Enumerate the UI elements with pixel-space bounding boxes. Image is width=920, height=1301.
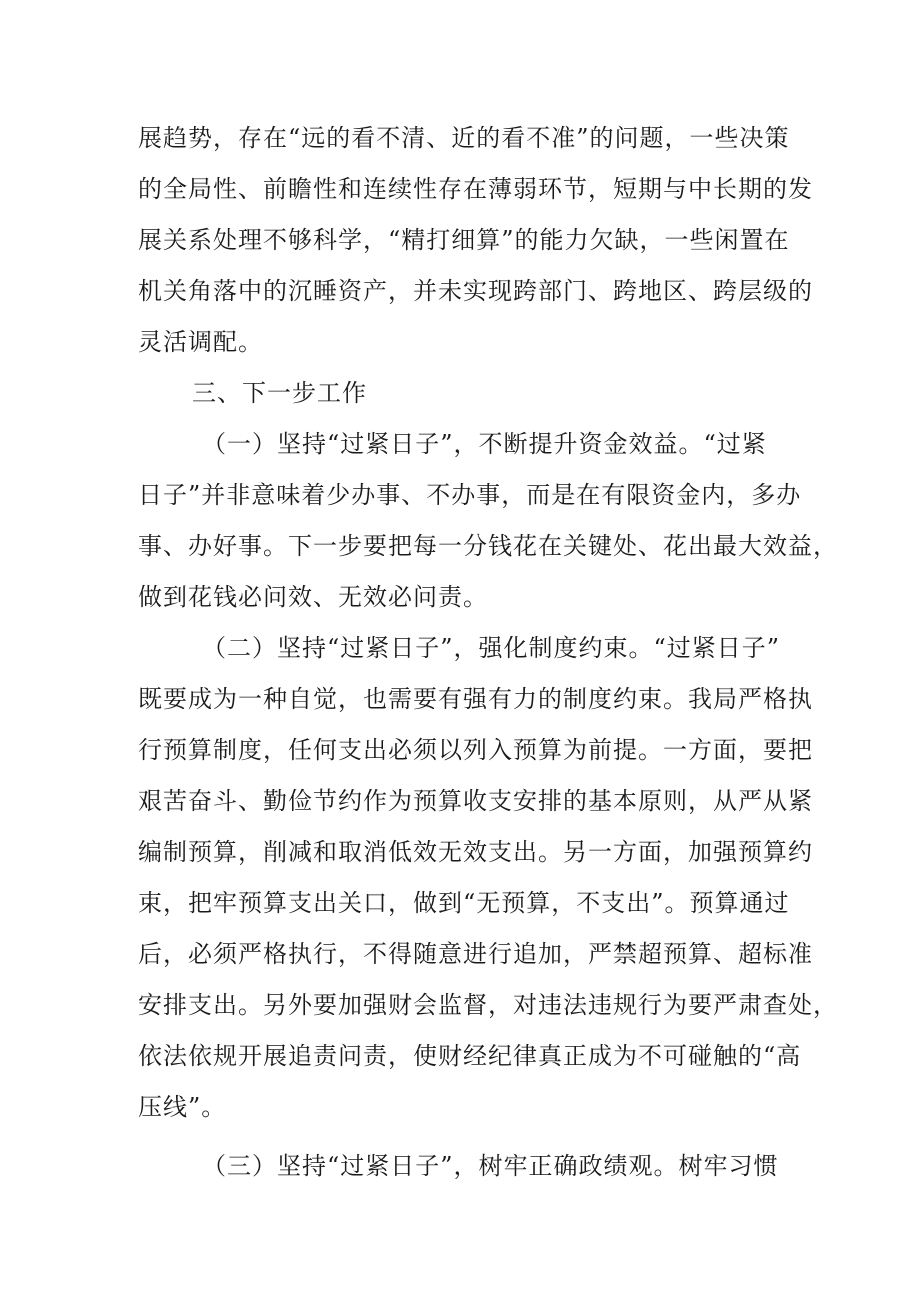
paragraph-line: 日子”并非意味着少办事、不办事，而是在有限资金内，多办 [138,481,802,509]
paragraph-line: 依法依规开展追责问责，使财经纪律真正成为不可碰触的“高 [138,1042,802,1070]
paragraph-line: 压线”。 [138,1093,227,1121]
paragraph-line: 安排支出。另外要加强财会监督，对违法违规行为要严肃查处， [138,991,838,1019]
paragraph-line: 灵活调配。 [138,328,263,356]
paragraph-line: 艰苦奋斗、勤俭节约作为预算收支安排的基本原则，从严从紧 [138,787,813,815]
section-heading: 三、下一步工作 [192,379,367,407]
paragraph-line: （一）坚持“过紧日子”，不断提升资金效益。“过紧 [202,430,767,458]
paragraph-line: 做到花钱必问效、无效必问责。 [138,583,488,611]
paragraph-line: 展趋势，存在“远的看不清、近的看不准”的问题，一些决策 [138,124,790,152]
paragraph-line: （二）坚持“过紧日子”，强化制度约束。“过紧日子” [202,634,781,662]
paragraph-line: 机关角落中的沉睡资产，并未实现跨部门、跨地区、跨层级的 [138,277,813,305]
paragraph-line: 展关系处理不够科学，“精打细算”的能力欠缺，一些闲置在 [138,226,790,254]
paragraph-line: 行预算制度，任何支出必须以列入预算为前提。一方面，要把 [138,736,813,764]
paragraph-line: 编制预算，削减和取消低效无效支出。另一方面，加强预算约 [138,838,813,866]
document-body [138,113,838,1192]
paragraph-line: 的全局性、前瞻性和连续性存在薄弱环节，短期与中长期的发 [138,175,813,203]
paragraph-line: 事、办好事。下一步要把每一分钱花在关键处、花出最大效益， [138,532,838,560]
paragraph-line: （三）坚持“过紧日子”，树牢正确政绩观。树牢习惯 [202,1152,779,1180]
paragraph-line: 束，把牢预算支出关口，做到“无预算，不支出”。预算通过 [138,889,790,917]
paragraph-line: 既要成为一种自觉，也需要有强有力的制度约束。我局严格执 [138,685,813,713]
paragraph-line: 后，必须严格执行，不得随意进行追加，严禁超预算、超标准 [138,940,813,968]
